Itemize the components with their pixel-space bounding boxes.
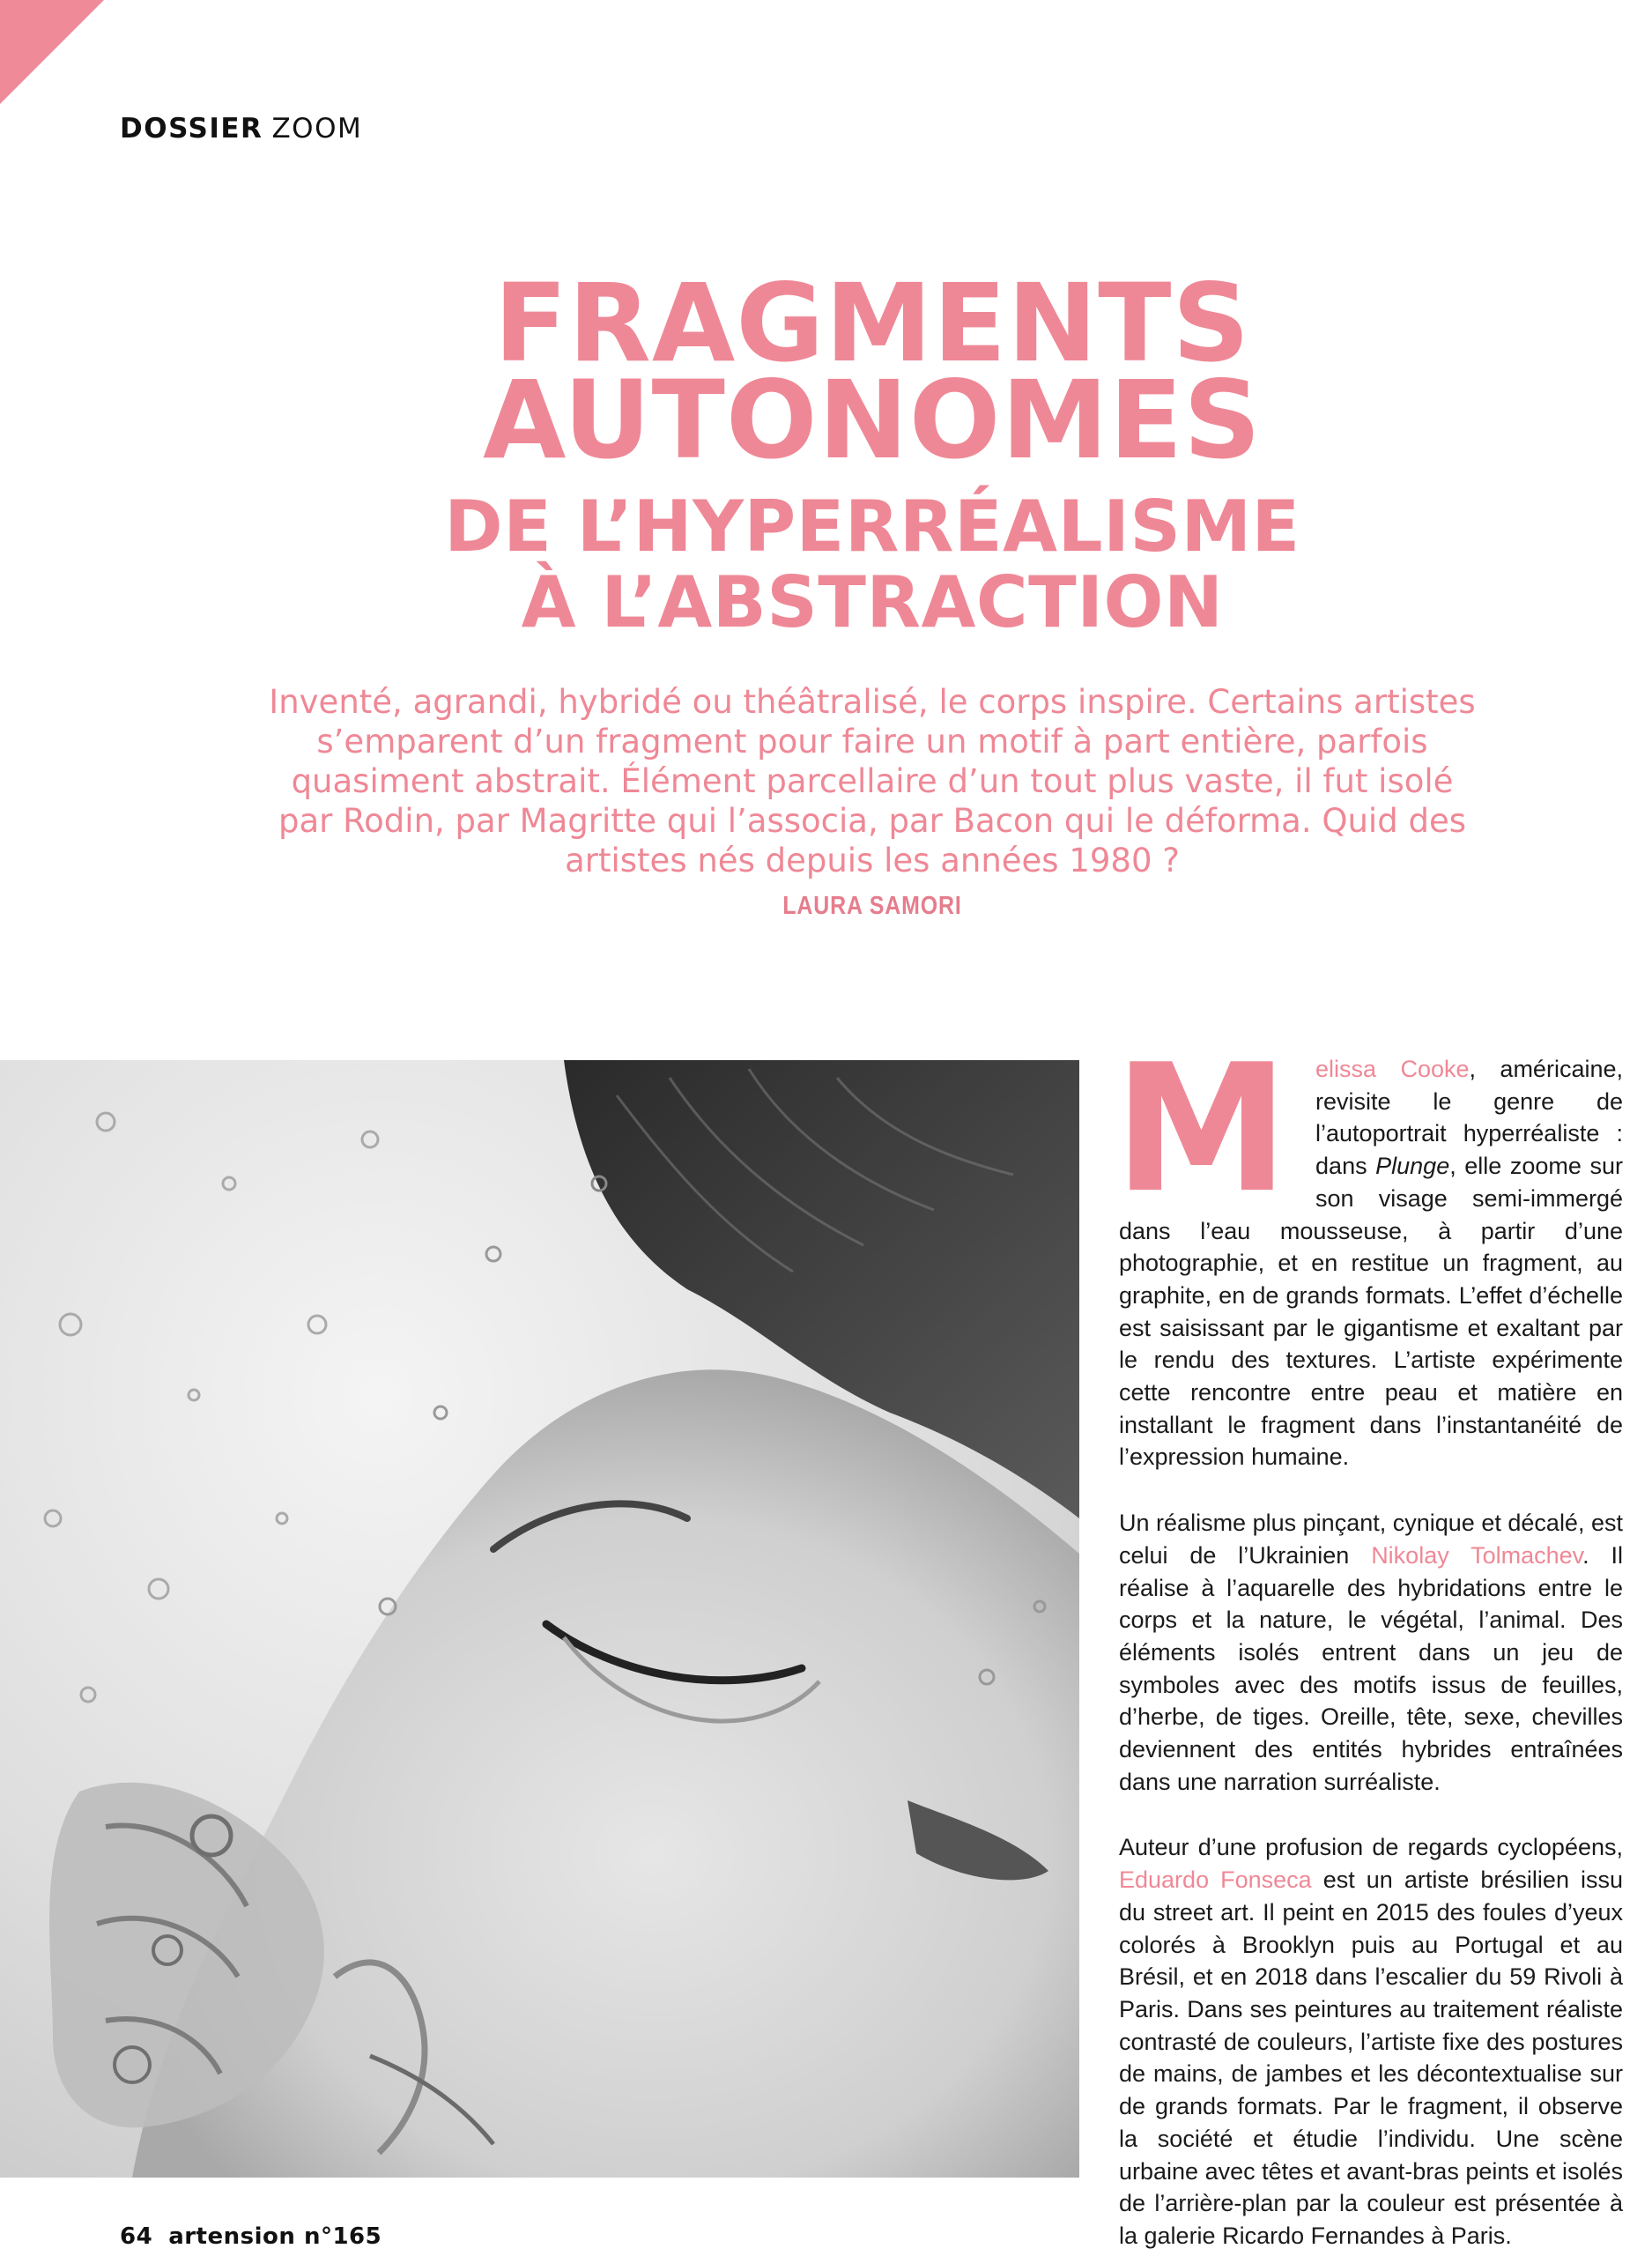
article-body <box>1114 1027 1624 2256</box>
artwork-title-plunge: Plunge <box>1375 1153 1450 1180</box>
paragraph-2-text-a: Un réalisme plus pinçant, cynique et décalé, est celui de l’Ukrainien <box>1119 1510 1623 1569</box>
headline-line-2: AUTONOMES <box>482 358 1263 483</box>
paragraph-nikolay-tolmachev <box>1119 1507 1623 1798</box>
paragraph-3-text-a: Auteur d’une profusion de regards cyclopéens, <box>1119 1834 1623 1861</box>
corner-triangle-decoration <box>0 0 104 104</box>
page-number: 64 <box>120 2223 153 2250</box>
artwork-photo-plunge <box>0 1060 1079 2178</box>
paragraph-1-text-a: , américaine, revisite le genre de l’autoportrait hyperréaliste : dans <box>1315 1056 1623 1180</box>
rubric-subsection: ZOOM <box>271 113 363 145</box>
paragraph-eduardo-fonseca <box>1119 1831 1623 2252</box>
paragraph-2-text-b: . Il réalise à l’aquarelle des hybridations entre le corps et la nature, le végétal, l’animal. Des éléments isolés entrent dans un jeu de symboles avec des motifs issus de feuilles, d’herbe, de tiges. Oreille, tête, sexe, chevilles deviennent des entités hybrides entraînées dans une narration surréaliste. <box>1119 1541 1623 1795</box>
drop-cap: M <box>1114 1027 1290 1232</box>
artist-name-eduardo-fonseca: Eduardo Fonseca <box>1119 1866 1312 1894</box>
section-rubric <box>120 113 362 145</box>
page-footer <box>120 2223 397 2250</box>
author-byline: LAURA SAMORI <box>782 892 962 920</box>
rubric-section: DOSSIER <box>120 113 263 145</box>
headline-line-1: FRAGMENTS <box>493 261 1251 386</box>
artist-name-melissa-cooke: elissa Cooke <box>1315 1056 1470 1082</box>
headline-line-4: À L’ABSTRACTION <box>521 561 1224 643</box>
headline-line-3: DE L’HYPERRÉALISME <box>444 486 1300 568</box>
publication-name: artension n°165 <box>168 2223 382 2250</box>
paragraph-3-text-b: est un artiste brésilien issu du street art. Il peint en 2015 des foules d’yeux colorés à Brooklyn puis au Portugal et au Brésil, et en 2018 dans l’escalier du 59 Rivoli à Paris. Dans ses peintures au traitement réaliste contrasté de couleurs, l’artiste fixe des postures de mains, de jambes et les décontextualise sur de grands formats. Par le fragment, il observe la société et étudie l’individu. Une scène urbaine avec têtes et avant-bras peints et isolés de l’arrière-plan par la couleur est présentée à la galerie Ricardo Fernandes à Paris. <box>1119 1866 1624 2249</box>
artist-name-nikolay-tolmachev: Nikolay Tolmachev <box>1371 1541 1583 1569</box>
standfirst: Inventé, agrandi, hybridé ou théâtralisé, le corps inspire. Certains artistes s’emparent d’un fragment pour faire un motif à part entière, parfois quasiment abstrait. Élément parcellaire d’un tout plus vaste, il fut isolé par Rodin, par Magritte qui l’associa, par Bacon qui le déforma. Quid des artistes nés depuis les années 1980 ? <box>269 683 1476 879</box>
paragraph-1-text-b: , elle zoome sur son visage semi-immergé dans l’eau mousseuse, à partir d’une photographie, et en restitue un fragment, au graphite, en de grands formats. L’effet d’échelle est saisissant par le gigantisme et exaltant par le rendu des textures. L’artiste expérimente cette rencontre entre peau et matière en installant le fragment dans l’instantanéité de l’expression humaine. <box>1119 1153 1623 1471</box>
